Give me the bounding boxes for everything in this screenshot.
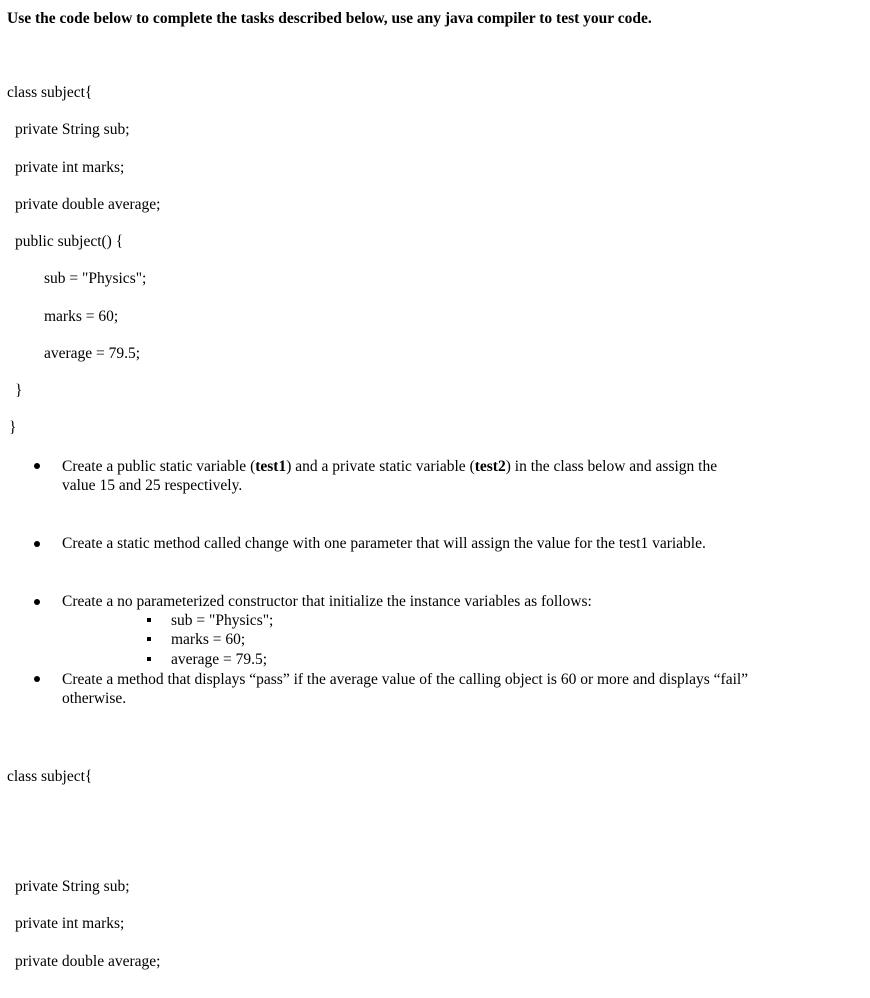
code-line: } (9, 419, 17, 436)
code-line: marks = 60; (44, 308, 119, 325)
square-bullet-icon (147, 637, 151, 641)
task-item (62, 457, 822, 476)
code-line: class subject{ (7, 84, 93, 101)
task-subitem: average = 79.5; (171, 651, 268, 668)
task-item: Create a static method called change with one parameter that will assign the value for the test1 variable. (62, 535, 706, 552)
task-text: ) and a private static variable ( (286, 458, 475, 475)
code-line: private String sub; (15, 878, 130, 895)
code-line: } (15, 382, 23, 399)
bullet-icon (34, 463, 40, 469)
task-text-bold: test2 (474, 458, 506, 475)
code-line: public subject() { (15, 233, 124, 250)
task-text: value 15 and 25 respectively. (62, 477, 243, 494)
square-bullet-icon (147, 618, 151, 622)
code-line: private double average; (15, 196, 161, 213)
square-bullet-icon (147, 657, 151, 661)
task-item: Create a no parameterized constructor that initialize the instance variables as follows: (62, 593, 592, 610)
code-line: average = 79.5; (44, 345, 141, 362)
task-text: Create a public static variable ( (62, 458, 256, 475)
bullet-icon (34, 541, 40, 547)
task-text-bold: test1 (255, 458, 287, 475)
task-subitem: marks = 60; (171, 631, 246, 648)
task-subitem: sub = "Physics"; (171, 612, 274, 629)
code-line: class subject{ (7, 768, 93, 785)
task-text: ) in the class below and assign the (505, 458, 718, 475)
code-line: private double average; (15, 953, 161, 970)
code-line: private int marks; (15, 159, 125, 176)
task-item: Create a method that displays “pass” if the average value of the calling object is 60 or more and displays “fail” (62, 671, 749, 688)
code-line: private String sub; (15, 121, 130, 138)
code-line: private int marks; (15, 915, 125, 932)
code-line: sub = "Physics"; (44, 270, 147, 287)
bullet-icon (34, 676, 40, 682)
bullet-icon (34, 599, 40, 605)
instructions-title: Use the code below to complete the tasks described below, use any java compiler to test your code. (7, 10, 652, 27)
task-text: otherwise. (62, 690, 127, 707)
